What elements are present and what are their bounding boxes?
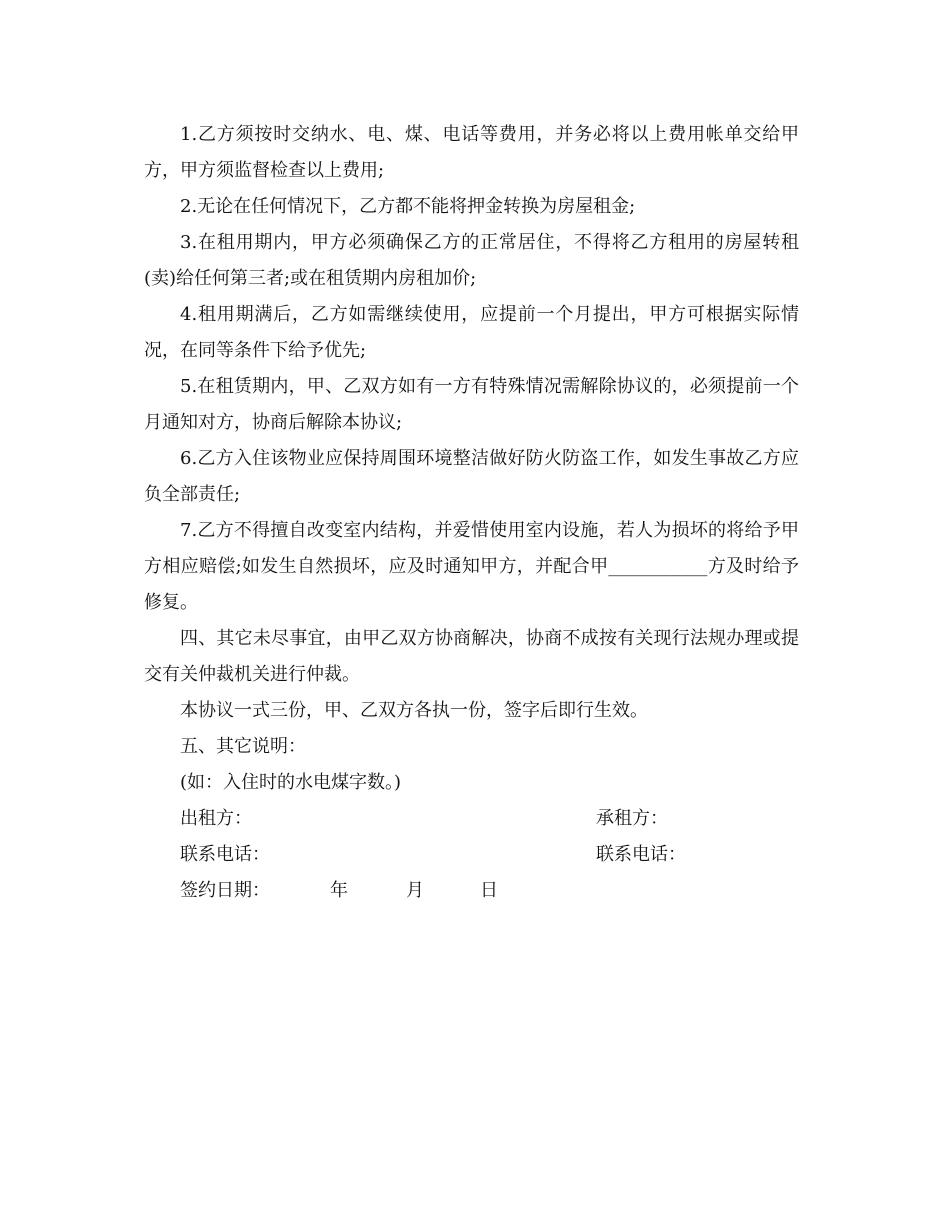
clause-2: 2.无论在任何情况下，乙方都不能将押金转换为房屋租金; xyxy=(180,196,636,217)
clause-4: 4.租用期满后，乙方如需继续使用，应提前一个月提出，甲方可根据实际情况，在同等条件下给予优先; xyxy=(144,304,799,361)
agreement-page xyxy=(144,117,799,909)
date-year: 年 xyxy=(330,880,348,901)
clause-6: 6.乙方入住该物业应保持周围环境整洁做好防火防盗工作，如发生事故乙方应负全部责任; xyxy=(144,448,799,505)
signing-date-row xyxy=(144,873,799,909)
date-day: 日 xyxy=(480,880,498,901)
section-5-title: 五、其它说明： xyxy=(180,736,306,757)
lessor-label: 出租方： xyxy=(180,808,252,829)
signature-party-row xyxy=(144,801,799,837)
clause-7: 7.乙方不得擅自改变室内结构，并爱惜使用室内设施，若人为损坏的将给予甲方相应赔偿;如发生自然损坏，应及时通知甲方，并配合甲___________方及时给予修复。 xyxy=(144,520,799,613)
signature-phone-row xyxy=(144,837,799,873)
date-month: 月 xyxy=(406,880,424,901)
clause-3: 3.在租用期内，甲方必须确保乙方的正常居住，不得将乙方租用的房屋转租(卖)给任何第三者;或在租赁期内房租加价; xyxy=(144,232,799,289)
lessee-phone-label: 联系电话： xyxy=(596,844,686,865)
clause-1: 1.乙方须按时交纳水、电、煤、电话等费用，并务必将以上费用帐单交给甲方，甲方须监督检查以上费用; xyxy=(144,124,799,181)
copies-note: 本协议一式三份，甲、乙双方各执一份，签字后即行生效。 xyxy=(180,700,648,721)
signing-date-label: 签约日期： xyxy=(180,880,270,901)
section-5-example: (如：入住时的水电煤字数。) xyxy=(180,772,402,793)
lessor-phone-label: 联系电话： xyxy=(180,844,270,865)
clause-5: 5.在租赁期内，甲、乙双方如有一方有特殊情况需解除协议的，必须提前一个月通知对方，协商后解除本协议; xyxy=(144,376,799,433)
lessee-label: 承租方： xyxy=(596,808,668,829)
section-4: 四、其它未尽事宜，由甲乙双方协商解决，协商不成按有关现行法规办理或提交有关仲裁机关进行仲裁。 xyxy=(144,628,799,685)
